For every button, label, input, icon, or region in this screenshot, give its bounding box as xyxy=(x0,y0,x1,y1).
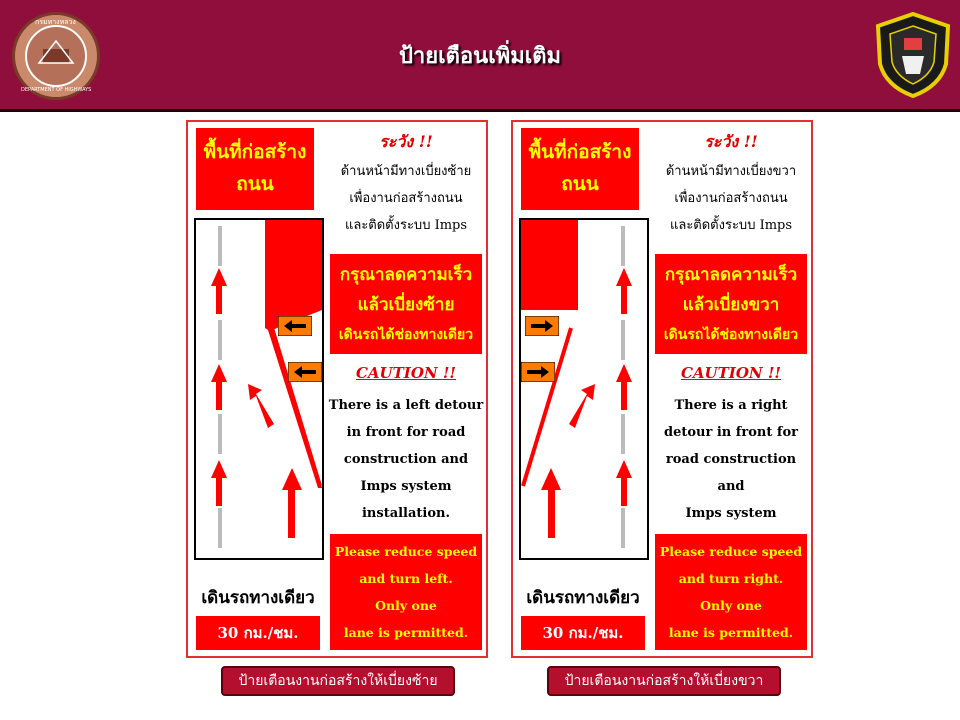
right-detour-diagram xyxy=(519,218,649,560)
caution-english: CAUTION !! xyxy=(355,364,456,382)
english-line: construction and xyxy=(343,452,469,467)
orange-arrow-board-icon xyxy=(288,362,322,382)
right-sign-caption-button[interactable]: ป้ายเตือนงานก่อสร้างให้เบี่ยงขวา xyxy=(547,666,781,696)
english-line: There is a left detour xyxy=(328,398,484,413)
page-title: ป้ายเตือนเพิ่มเติม xyxy=(398,43,562,69)
header-bar xyxy=(0,0,960,112)
thai-line: เพื่องานก่อสร้างถนน xyxy=(674,191,788,206)
english-line: in front for road xyxy=(346,425,466,440)
sign-title-text: พื้นที่ก่อสร้าง ถนน xyxy=(203,141,307,195)
left-detour-sign xyxy=(186,120,488,658)
english-line: Imps system xyxy=(360,479,452,494)
english-line: installation. xyxy=(361,506,451,521)
one-way-label: เดินรถทางเดียว xyxy=(526,588,640,608)
instruction-line: Please reduce speed xyxy=(659,544,803,559)
sign-title-text: พื้นที่ก่อสร้าง ถนน xyxy=(528,141,632,195)
english-instruction-box xyxy=(330,534,482,650)
shield-badge-icon xyxy=(874,12,952,98)
orange-arrow-board-icon xyxy=(278,316,312,336)
english-line: road construction and xyxy=(665,452,797,494)
orange-arrow-board-icon xyxy=(525,316,559,336)
left-detour-diagram xyxy=(194,218,324,560)
one-way-label: เดินรถทางเดียว xyxy=(201,588,315,608)
caution-thai: ระวัง !! xyxy=(379,132,433,151)
orange-arrow-board-icon xyxy=(521,362,555,382)
speed-limit-box: 30 กม./ชม. xyxy=(196,616,320,650)
instruction-line: and turn left. xyxy=(359,571,453,586)
reduce-line: แล้วเบี่ยงซ้าย xyxy=(357,295,455,315)
english-line: detour in front for xyxy=(664,425,798,440)
speed-limit-box: 30 กม./ชม. xyxy=(521,616,645,650)
english-line: There is a right xyxy=(674,398,788,413)
instruction-line: lane is permitted. xyxy=(343,625,469,640)
english-instruction-box xyxy=(655,534,807,650)
instruction-line: Please reduce speed xyxy=(334,544,478,559)
reduce-line: กรุณาลดความเร็ว xyxy=(664,265,798,285)
logo-bottom-text: DEPARTMENT OF HIGHWAYS xyxy=(21,87,92,93)
construction-area-title xyxy=(521,128,639,210)
reduce-line: เดินรถได้ช่องทางเดียว xyxy=(663,327,799,343)
reduce-line: เดินรถได้ช่องทางเดียว xyxy=(338,327,474,343)
thai-line: และติดตั้งระบบ Imps xyxy=(669,218,793,233)
reduce-line: กรุณาลดความเร็ว xyxy=(339,265,473,285)
instruction-line: and turn right. xyxy=(678,571,784,586)
thai-line: และติดตั้งระบบ Imps xyxy=(344,218,468,233)
english-description xyxy=(653,392,809,554)
instruction-line: lane is permitted. xyxy=(668,625,794,640)
thai-description xyxy=(649,158,813,239)
thai-description xyxy=(324,158,488,239)
english-line: Imps system xyxy=(685,506,777,521)
thai-line: ด้านหน้ามีทางเบี่ยงซ้าย xyxy=(340,164,472,179)
reduce-line: แล้วเบี่ยงขวา xyxy=(682,295,780,315)
thai-line: ด้านหน้ามีทางเบี่ยงขวา xyxy=(665,164,797,179)
right-detour-sign xyxy=(511,120,813,658)
construction-area-title xyxy=(196,128,314,210)
english-description xyxy=(328,392,484,527)
thai-line: เพื่องานก่อสร้างถนน xyxy=(349,191,463,206)
instruction-line: Only one xyxy=(375,598,437,613)
caution-thai: ระวัง !! xyxy=(704,132,758,151)
instruction-line: Only one xyxy=(700,598,762,613)
reduce-speed-box xyxy=(655,254,807,354)
left-sign-caption-button[interactable]: ป้ายเตือนงานก่อสร้างให้เบี่ยงซ้าย xyxy=(221,666,455,696)
caution-english: CAUTION !! xyxy=(680,364,781,382)
logo-top-text: กรมทางหลวง xyxy=(35,18,76,26)
reduce-speed-box xyxy=(330,254,482,354)
